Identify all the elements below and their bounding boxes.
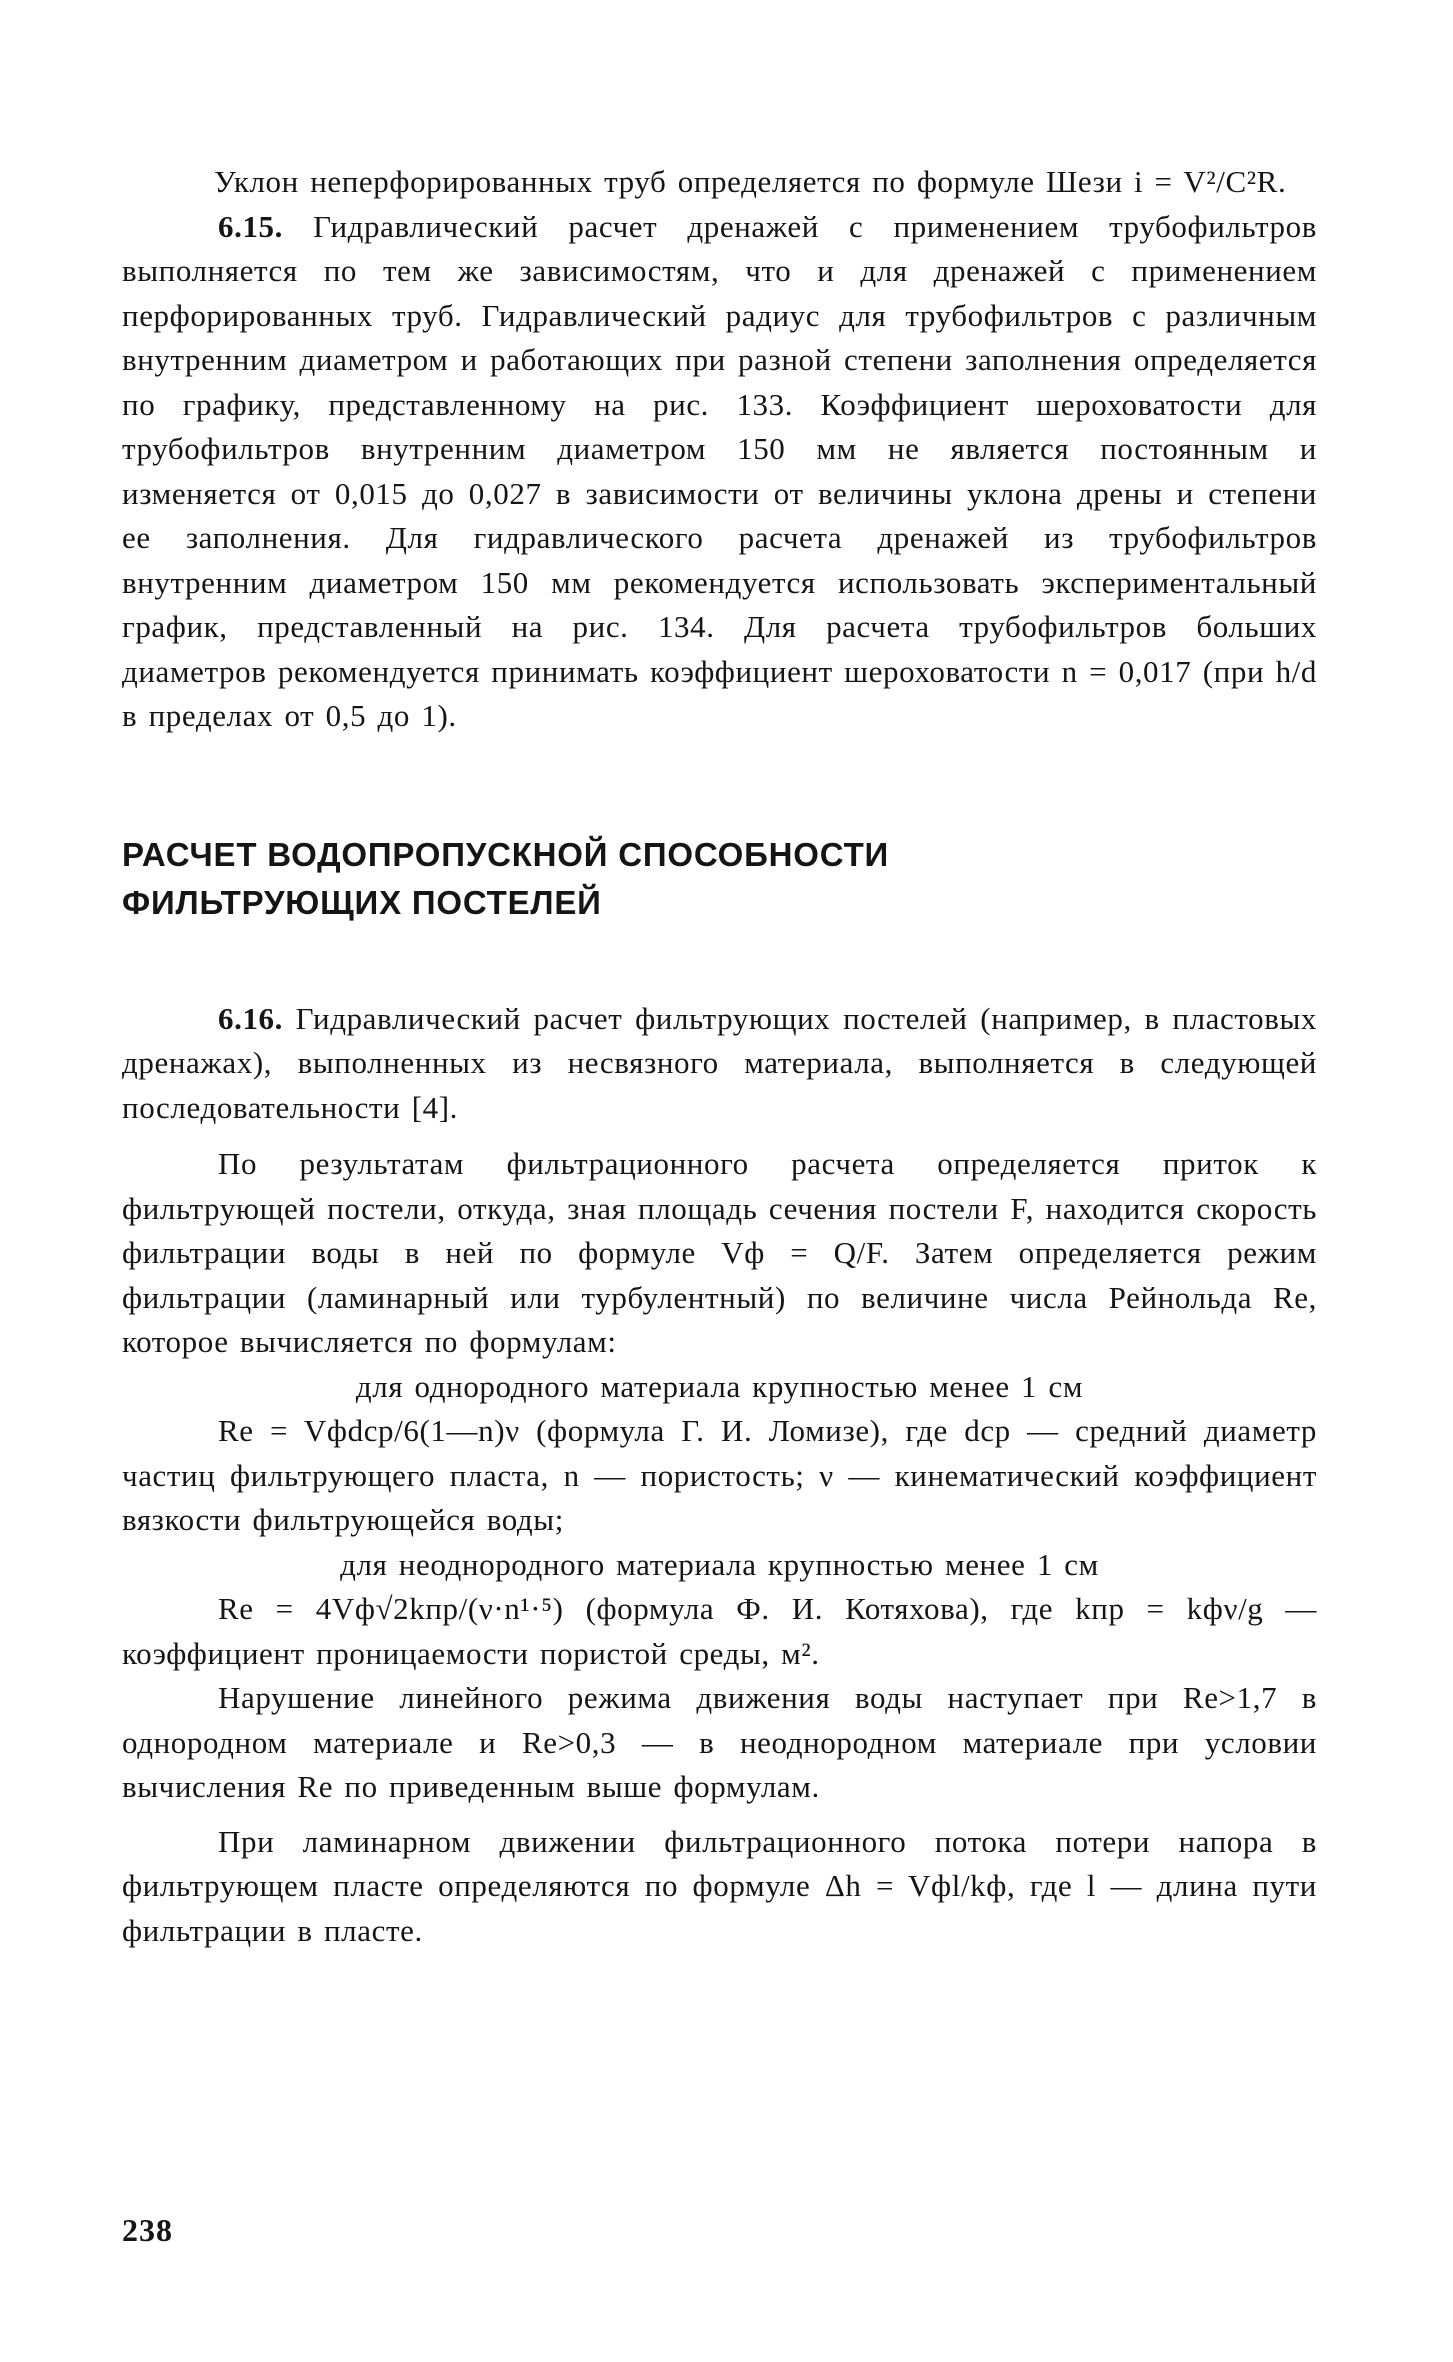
section-heading-line-2: ФИЛЬТРУЮЩИХ ПОСТЕЛЕЙ bbox=[122, 883, 602, 921]
clause-number-6-15: 6.15. bbox=[218, 208, 283, 244]
clause-text-6-16: Гидравлический расчет фильтрующих постелей (например, в пластовых дренажах), выполненных из несвязного материала, выполняется в следующей последовательности [4]. bbox=[122, 1000, 1317, 1125]
paragraph-linear-regime: Нарушение линейного режима движения воды наступает при Re>1,7 в однородном материале и Re>0,3 — в неоднородном материале при условии вычисления Re по приведенным выше формулам. bbox=[122, 1680, 1317, 1804]
paragraph-filtration-rate: По результатам фильтрационного расчета определяется приток к фильтрующей постели, откуда, зная площадь сечения постели F, находится скорость фильтрации воды в ней по формуле Vф = Q/F. Затем определяется режим фильтрации (ламинарный или турбулентный) по величине числа Рейнольда Re, которое вычисляется по формулам: bbox=[122, 1146, 1317, 1359]
paragraph-heterogeneous-case: для неоднородного материала крупностью менее 1 см bbox=[340, 1546, 1099, 1582]
page-number: 238 bbox=[122, 2212, 173, 2248]
section-heading-line-1: РАСЧЕТ ВОДОПРОПУСКНОЙ СПОСОБНОСТИ bbox=[122, 835, 890, 873]
paragraph-head-loss: При ламинарном движении фильтрационного потока потери напора в фильтрующем пласте определяются по формуле Δh = Vфl/kф, где l — длина пути фильтрации в пласте. bbox=[122, 1823, 1317, 1948]
clause-number-6-16: 6.16. bbox=[218, 1000, 283, 1036]
paragraph-kotyakhov-formula: Re = 4Vф√2kпр/(ν·n¹·⁵) (формула Ф. И. Котяхова), где kпр = kфν/g — коэффициент проницаемости пористой среды, м². bbox=[122, 1591, 1317, 1671]
paragraph-6-15 bbox=[122, 205, 1317, 739]
paragraph-lomize-formula: Re = Vфdср/6(1—n)ν (формула Г. И. Ломизе), где dср — средний диаметр частиц фильтрующего пласта, n — пористость; ν — кинематический коэффициент вязкости фильтрующейся воды; bbox=[122, 1413, 1317, 1537]
page-body bbox=[122, 160, 1317, 1953]
paragraph-homogeneous-case: для однородного материала крупностью менее 1 см bbox=[355, 1368, 1084, 1404]
section-heading bbox=[122, 831, 1317, 927]
paragraph-slope-formula: Уклон неперфорированных труб определяется по формуле Шези i = V²/C²R. bbox=[214, 164, 1287, 199]
clause-text-6-15: Гидравлический расчет дренажей с применением трубофильтров выполняется по тем же зависимостям, что и для дренажей с применением перфорированных труб. Гидравлический радиус для трубофильтров с различным внутренним диаметром и работающих при разной степени заполнения определяется по графику, представленному на рис. 133. Коэффициент шероховатости для трубофильтров внутренним диаметром 150 мм не является постоянным и изменяется от 0,015 до 0,027 в зависимости от величины уклона дрены и степени ее заполнения. Для гидравлического расчета дренажей из трубофильтров внутренним диаметром 150 мм рекомендуется использовать экспериментальный график, представленный на рис. 134. Для расчета трубофильтров больших диаметров рекомендуется принимать коэффициент шероховатости n = 0,017 (при h/d в пределах от 0,5 до 1). bbox=[122, 208, 1317, 733]
paragraph-6-16 bbox=[122, 997, 1317, 1131]
